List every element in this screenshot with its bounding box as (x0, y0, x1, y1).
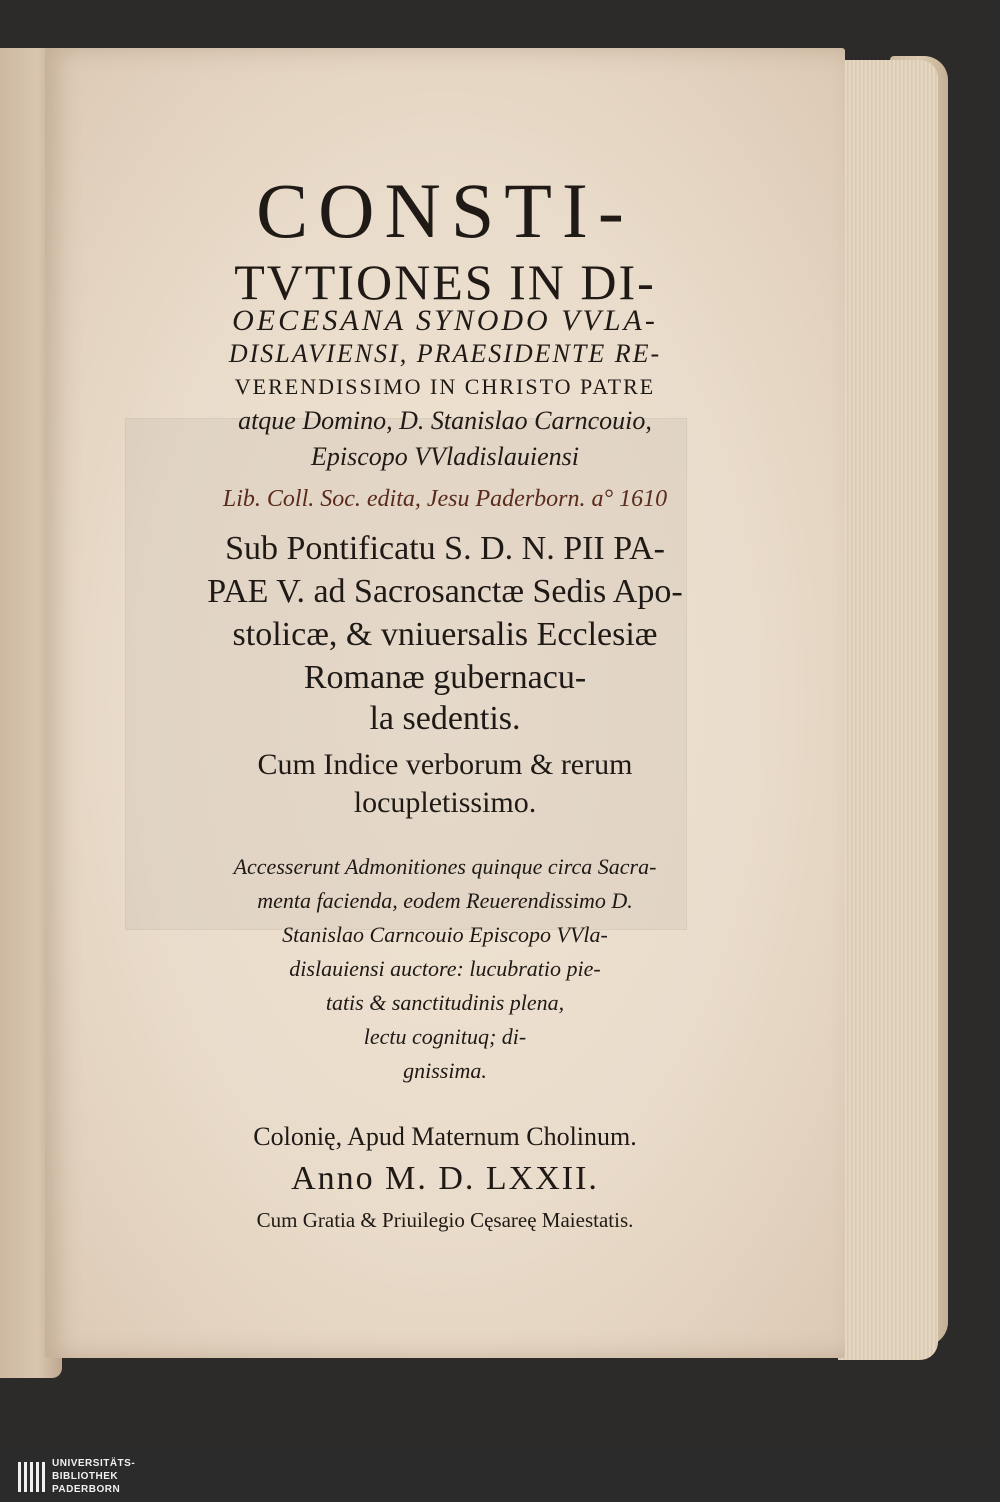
book-page-edges (838, 60, 938, 1360)
title-line-19: dislauiensi auctore: lucubratio pie- (289, 956, 601, 981)
title-line-2: TVTIONES IN DI- (234, 254, 656, 310)
title-line-20: tatis & sanctitudinis plena, (325, 990, 565, 1015)
logo-line-1: UNIVERSITÄTS- (52, 1458, 136, 1469)
title-line-22: gnissima. (403, 1058, 487, 1083)
handwritten-provenance-note: Lib. Coll. Soc. edita, Jesu Paderborn. a° 1610 (222, 486, 668, 512)
title-line-12: Romanæ gubernacu- (303, 659, 587, 696)
logo-line-2: BIBLIOTHEK (52, 1471, 119, 1482)
title-line-17: menta facienda, eodem Reuerendissimo D. (257, 888, 633, 913)
title-line-13: la sedentis. (369, 700, 521, 737)
title-line-1: CONSTI- (256, 167, 634, 254)
title-line-9: Sub Pontificatu S. D. N. PII PA- (225, 530, 665, 567)
imprint-line: Colonię, Apud Maternum Cholinum. (253, 1122, 637, 1151)
title-line-15: locupletissimo. (353, 786, 537, 819)
privilege-line: Cum Gratia & Priuilegio Cęsareę Maiestatis. (256, 1208, 634, 1232)
library-logo-icon (16, 1460, 46, 1494)
library-logo-text (52, 1457, 135, 1496)
title-line-14: Cum Indice verborum & rerum (257, 748, 633, 781)
title-line-4: DISLAVIENSI, PRAESIDENTE RE- (228, 339, 662, 368)
footer-bar (0, 1452, 1000, 1502)
title-line-7: Episcopo VVladislauiensi (311, 442, 579, 471)
title-line-3: OECESANA SYNODO VVLA- (232, 304, 658, 337)
title-line-10: PAE V. ad Sacrosanctæ Sedis Apo- (207, 573, 683, 610)
logo-line-3: PADERBORN (52, 1484, 121, 1495)
title-line-18: Stanislao Carncouio Episcopo VVla- (282, 922, 608, 947)
title-text-block (45, 48, 845, 1358)
title-line-5: VERENDISSIMO IN CHRISTO PATRE (234, 374, 656, 399)
title-line-6: atque Domino, D. Stanislao Carncouio, (238, 406, 652, 435)
title-line-21: lectu cognituq; di- (363, 1024, 527, 1049)
title-line-11: stolicæ, & vniuersalis Ecclesiæ (232, 616, 658, 653)
title-line-16: Accesserunt Admonitiones quinque circa Sacra- (233, 854, 657, 879)
date-line: Anno M. D. LXXII. (291, 1160, 599, 1197)
